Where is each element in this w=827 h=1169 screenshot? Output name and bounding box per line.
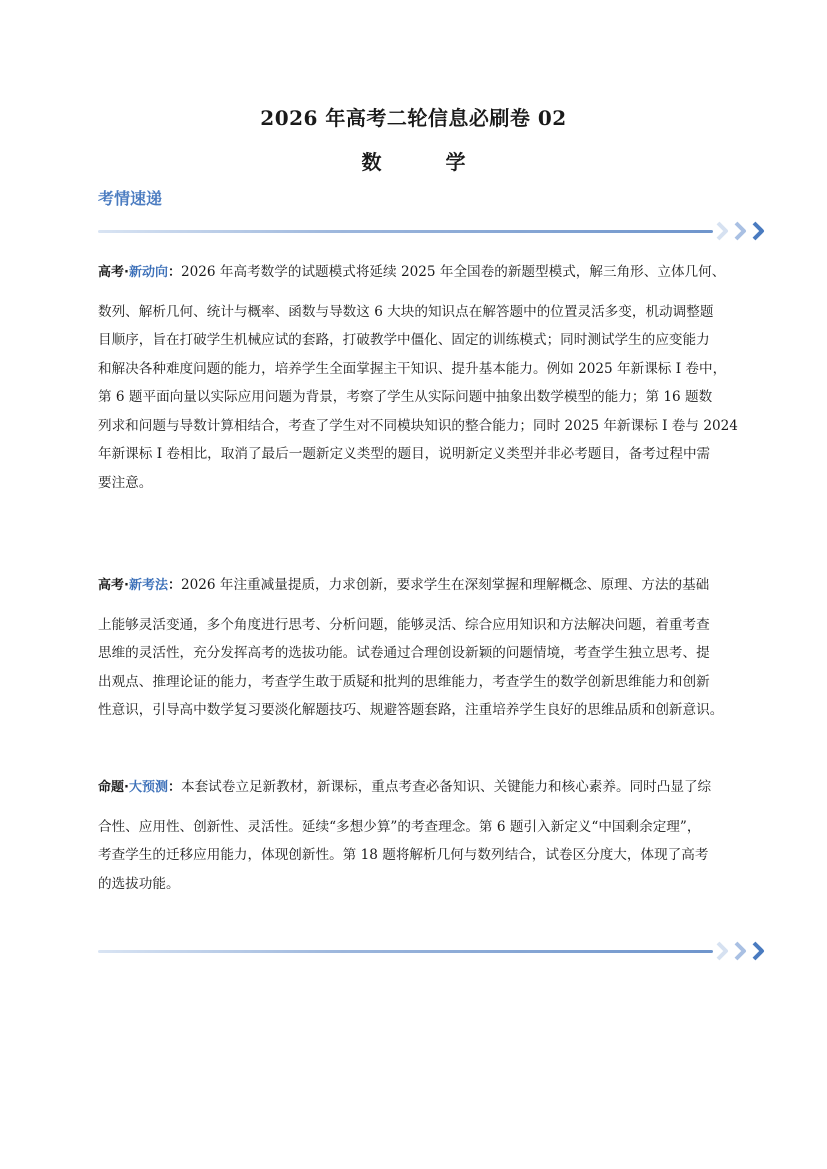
paragraph-line [98,773,758,803]
bottom-divider [98,941,770,961]
paragraph-line: 和解决各种难度问题的能力，培养学生全面掌握主干知识、提升基本能力。例如 2025 年新课标 I 卷中， [98,360,727,377]
paragraph-label [98,265,181,280]
chevron-right-icon [751,221,767,241]
label-prefix: 高考· [98,265,129,280]
label-suffix: ： [167,578,181,593]
paragraph-label [98,578,181,593]
paragraph-line [98,571,758,601]
label-prefix: 命题· [98,780,129,795]
paragraph-line: 出观点、推理论证的能力，考查学生敢于质疑和批判的思维能力，考查学生的数学创新思维能力和创新 [98,673,710,690]
paragraph-line: 第 6 题平面向量以实际应用问题为背景，考察了学生从实际问题中抽象出数学模型的能力；第 16 题数 [98,389,713,405]
paragraph-line: 思维的灵活性，充分发挥高考的选拔功能。试卷通过合理创设新颖的问题情境，考查学生独立思考、提 [98,645,710,661]
label-suffix: ： [167,780,181,795]
chevron-right-icon [733,221,749,241]
paragraph-line: 年新课标 I 卷相比，取消了最后一题新定义类型的题目，说明新定义类型并非必考题目，备考过程中需 [98,446,711,462]
chevron-right-icon [715,221,731,241]
paragraph-text: 本套试卷立足新教材，新课标，重点考查必备知识、关键能力和核心素养。同时凸显了综 [180,779,712,795]
chevron-right-icon [733,941,749,961]
divider-line [98,950,713,953]
label-highlight: 新动向 [128,265,168,280]
chevron-right-icon [715,941,731,961]
subject-title: 数 学 [361,150,488,174]
paragraph-label [98,780,181,795]
label-highlight: 新考法 [128,578,168,593]
paragraph-line: 目顺序，旨在打破学生机械应试的套路，打破教学中僵化、固定的训练模式；同时测试学生的应变能力 [98,332,710,348]
label-prefix: 高考· [98,578,129,593]
paragraph-new-direction [98,258,758,497]
document-title: 2026 年高考二轮信息必刷卷 02 [260,106,567,130]
paragraph-prediction [98,773,758,898]
paragraph-line: 数列、解析几何、统计与概率、函数与导数这 6 大块的知识点在解答题中的位置灵活多变，机动调整题 [98,303,714,320]
paragraph-line: 要注意。 [98,474,153,491]
divider-line [98,230,713,233]
paragraph-new-method [98,571,758,725]
paragraph-line: 列求和问题与导数计算相结合，考查了学生对不同模块知识的整合能力；同时 2025 年新课标 I 卷与 2024 [98,417,738,434]
paragraph-line: 性意识，引导高中数学复习要淡化解题技巧、规避答题套路，注重培养学生良好的思维品质和创新意识。 [98,702,724,718]
paragraph-text: 2026 年注重减量提质，力求创新，要求学生在深刻掌握和理解概念、原理、方法的基础 [180,577,710,593]
paragraph-line: 合性、应用性、创新性、灵活性。延续“多想少算”的考查理念。第 6 题引入新定义“中国剩余定理”， [98,818,701,835]
paragraph-line: 的选拔功能。 [98,875,180,892]
paragraph-text: 2026 年高考数学的试题模式将延续 2025 年全国卷的新题型模式，解三角形、立体几何、 [180,264,726,280]
paragraph-line: 上能够灵活变通，多个角度进行思考、分析问题，能够灵活、综合应用知识和方法解决问题，着重考查 [98,616,710,633]
section-heading: 考情速递 [98,189,163,208]
paragraph-line: 考查学生的迁移应用能力，体现创新性。第 18 题将解析几何与数列结合，试卷区分度大，体现了高考 [98,847,709,863]
paragraph-line [98,258,758,288]
top-divider [98,221,770,241]
label-suffix: ： [167,265,181,280]
label-highlight: 大预测 [128,780,168,795]
chevron-right-icon [751,941,767,961]
